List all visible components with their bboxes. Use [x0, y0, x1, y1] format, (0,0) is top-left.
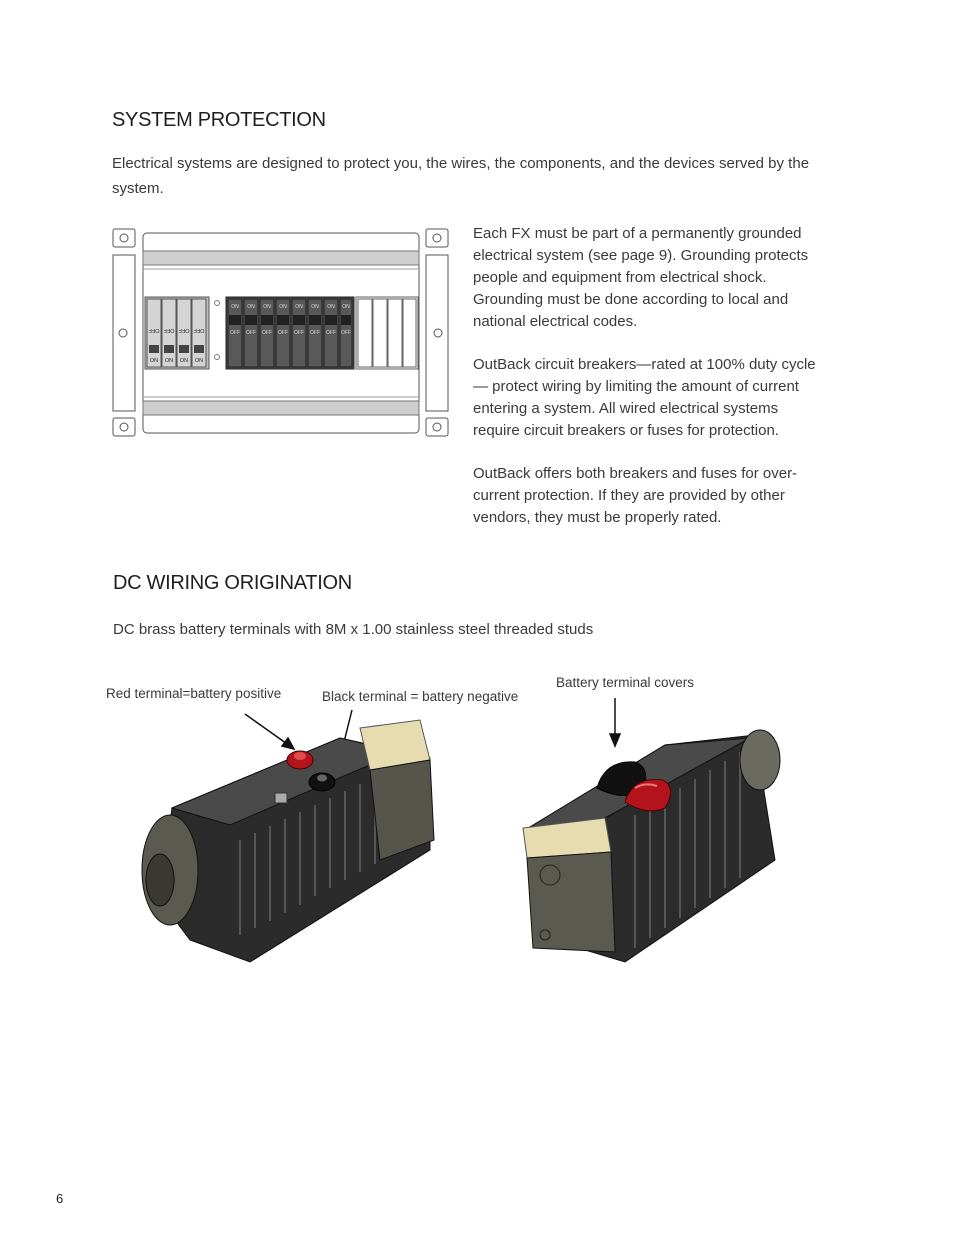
dc-wiring-heading: DC WIRING ORIGINATION — [113, 572, 352, 594]
breaker-on-label: ON — [247, 304, 255, 310]
fuses-paragraph: OutBack offers both breakers and fuses for over-current protection. If they are provided by other vendors, they must be properly rated. — [473, 465, 798, 526]
dc-wiring-intro: DC brass battery terminals with 8M x 1.00 stainless steel threaded studs — [113, 621, 594, 638]
red-terminal-arrow — [245, 714, 290, 746]
red-terminal-caption: Red terminal=battery positive — [106, 686, 282, 701]
system-protection-body — [473, 223, 823, 550]
breaker-on-label: ON — [149, 358, 159, 364]
system-protection-heading: SYSTEM PROTECTION — [112, 109, 326, 131]
breaker-on-label: ON — [263, 304, 271, 310]
breaker-on-label: ON — [295, 304, 303, 310]
breaker-on-label: ON — [311, 304, 319, 310]
dc-breaker-group — [226, 297, 354, 369]
breaker-off-label: OFF — [193, 327, 205, 333]
blank-slots — [356, 297, 418, 369]
inverter-covers-illustration — [515, 690, 790, 970]
breaker-off-label: OFF — [278, 330, 288, 336]
breaker-on-label: ON — [342, 304, 350, 310]
breakers-paragraph: OutBack circuit breakers—rated at 100% duty cycle— protect wiring by limiting the amount of current entering a system. All wired electrical systems require circuit breakers or fuses for protection. — [473, 356, 816, 439]
breaker-on-label: ON — [327, 304, 335, 310]
breaker-off-label: OFF — [262, 330, 272, 336]
breaker-on-label: ON — [279, 304, 287, 310]
breaker-on-label: ON — [231, 304, 239, 310]
breaker-off-label: OFF — [148, 327, 160, 333]
breaker-off-label: OFF — [230, 330, 240, 336]
breaker-on-label: ON — [194, 358, 204, 364]
breaker-panel-illustration — [110, 225, 455, 440]
page-number: 6 — [56, 1191, 64, 1206]
breaker-off-label: OFF — [326, 330, 336, 336]
breaker-off-label: OFF — [163, 327, 175, 333]
ac-breaker-group — [145, 297, 209, 369]
breaker-off-label: OFF — [310, 330, 320, 336]
inverter-terminals-illustration — [130, 700, 450, 970]
breaker-off-label: OFF — [294, 330, 304, 336]
black-terminal-caption: Black terminal = battery negative — [322, 689, 519, 704]
breaker-on-label: ON — [164, 358, 174, 364]
breaker-off-label: OFF — [341, 330, 351, 336]
grounding-paragraph: Each FX must be part of a permanently grounded electrical system (see page 9). Grounding protects people and equipment from electrical shock. Grounding must be done according to local and national electrical codes. — [473, 225, 809, 330]
breaker-off-label: OFF — [246, 330, 256, 336]
terminal-covers-caption: Battery terminal covers — [556, 675, 695, 690]
breaker-off-label: OFF — [178, 327, 190, 333]
system-protection-intro: Electrical systems are designed to protect you, the wires, the components, and the devices served by the system. — [112, 155, 810, 197]
breaker-on-label: ON — [179, 358, 189, 364]
